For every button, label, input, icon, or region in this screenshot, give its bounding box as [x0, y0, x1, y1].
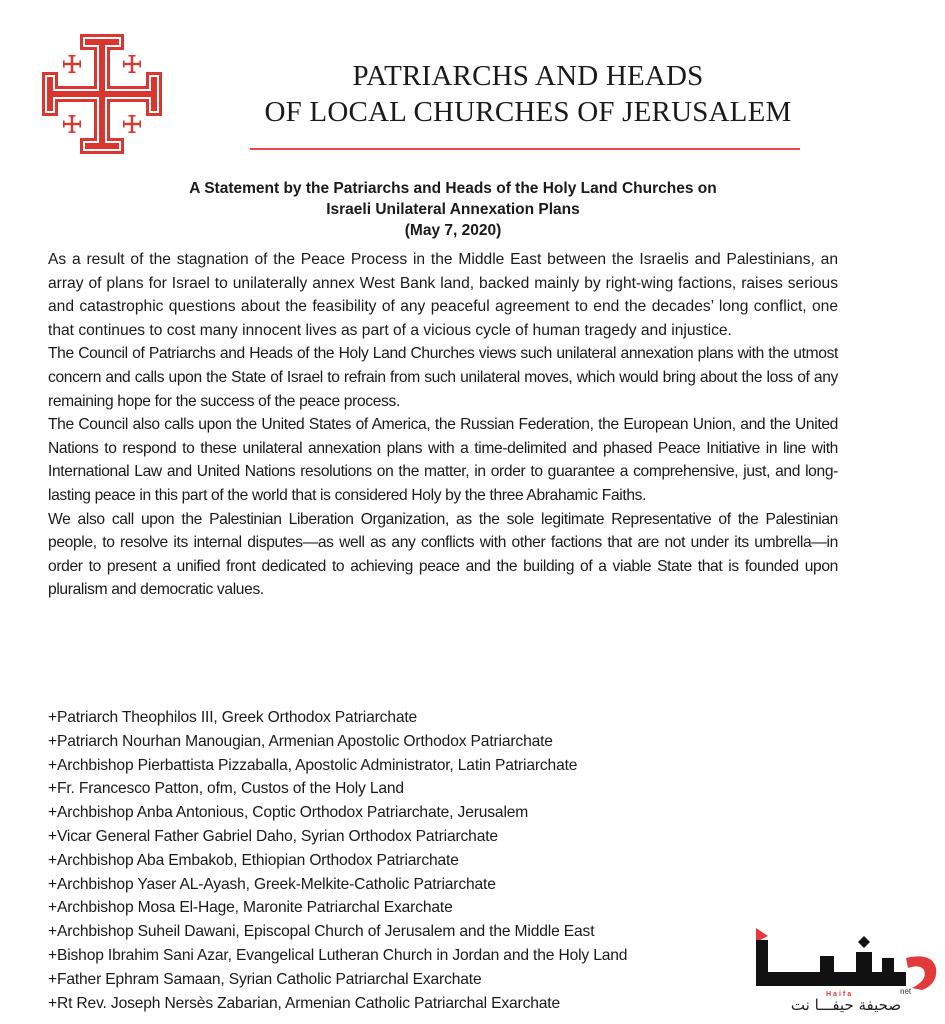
signatory: +Archbishop Yaser AL-Ayash, Greek-Melkite-Catholic Patriarchate	[48, 875, 496, 893]
letterhead	[228, 58, 828, 130]
letterhead-divider	[250, 148, 800, 150]
letterhead-line-2: OF LOCAL CHURCHES OF JERUSALEM	[264, 96, 792, 128]
watermark-suffix: net	[900, 987, 912, 996]
signatory: +Archbishop Suheil Dawani, Episcopal Church of Jerusalem and the Middle East	[48, 923, 595, 941]
signatory: +Vicar General Father Gabriel Daho, Syrian Orthodox Patriarchate	[48, 827, 498, 845]
signatory: +Father Ephram Samaan, Syrian Catholic Patriarchal Exarchate	[48, 970, 482, 988]
watermark-arabic: صحيفة حيفـــا نت	[790, 996, 902, 1014]
signatory: +Rt Rev. Joseph Nersès Zabarian, Armenian Catholic Patriarchal Exarchate	[48, 994, 560, 1012]
paragraph: We also call upon the Palestinian Liberation Organization, as the sole legitimate Representative of the Palestinian people, to resolve its internal disputes—as well as any conflicts with other factions that are not under its umbrella—in order to present a unified front dedicated to achieving peace and the building of a viable State that is founded upon pluralism and democratic values.	[48, 510, 838, 599]
statement-title	[100, 178, 806, 241]
paragraph: As a result of the stagnation of the Peace Process in the Middle East between the Israelis and Palestinians, an array of plans for Israel to unilaterally annex West Bank land, backed mainly by right-wing factions, raises serious and catastrophic questions about the feasibility of any peaceful agreement to end the decades’ long conflict, one that continues to cost many innocent lives as part of a vicious cycle of human tragedy and injustice.	[48, 251, 838, 339]
letterhead-line-1: PATRIARCHS AND HEADS	[352, 60, 704, 92]
statement-title-line-1: A Statement by the Patriarchs and Heads of the Holy Land Churches on	[189, 180, 717, 197]
signatory: +Archbishop Mosa El-Hage, Maronite Patriarchal Exarchate	[48, 899, 453, 917]
signatory: +Bishop Ibrahim Sani Azar, Evangelical Lutheran Church in Jordan and the Holy Land	[48, 946, 628, 964]
signatory: +Archbishop Pierbattista Pizzaballa, Apostolic Administrator, Latin Patriarchate	[48, 756, 578, 774]
signatory: +Fr. Francesco Patton, ofm, Custos of the Holy Land	[48, 780, 404, 798]
jerusalem-cross-icon	[40, 32, 164, 156]
statement-title-line-2: Israeli Unilateral Annexation Plans	[326, 201, 580, 218]
signatories-list	[48, 706, 748, 1015]
signatory: +Archbishop Anba Antonious, Coptic Orthodox Patriarchate, Jerusalem	[48, 804, 529, 822]
statement-date: (May 7, 2020)	[404, 222, 502, 239]
signatory: +Patriarch Nourhan Manougian, Armenian Apostolic Orthodox Patriarchate	[48, 732, 553, 750]
signatory: +Patriarch Theophilos III, Greek Orthodox Patriarchate	[48, 709, 418, 726]
watermark-latin: Haifa	[826, 991, 854, 998]
statement-body	[48, 248, 838, 602]
paragraph: The Council of Patriarchs and Heads of the Holy Land Churches views such unilateral annexation plans with the utmost concern and calls upon the State of Israel to refrain from such unilateral moves, which would bring about the loss of any remaining hope for the success of the peace process.	[48, 345, 838, 410]
paragraph: The Council also calls upon the United States of America, the Russian Federation, the European Union, and the United Nations to respond to these unilateral annexation plans with a time-delimited and phased Peace Initiative in line with International Law and United Nations resolutions on the matter, in order to guarantee a comprehensive, just, and long-lasting peace in this part of the world that is considered Holy by the three Abrahamic Faiths.	[48, 416, 838, 504]
signatory: +Archbishop Aba Embakob, Ethiopian Orthodox Patriarchate	[48, 851, 459, 869]
